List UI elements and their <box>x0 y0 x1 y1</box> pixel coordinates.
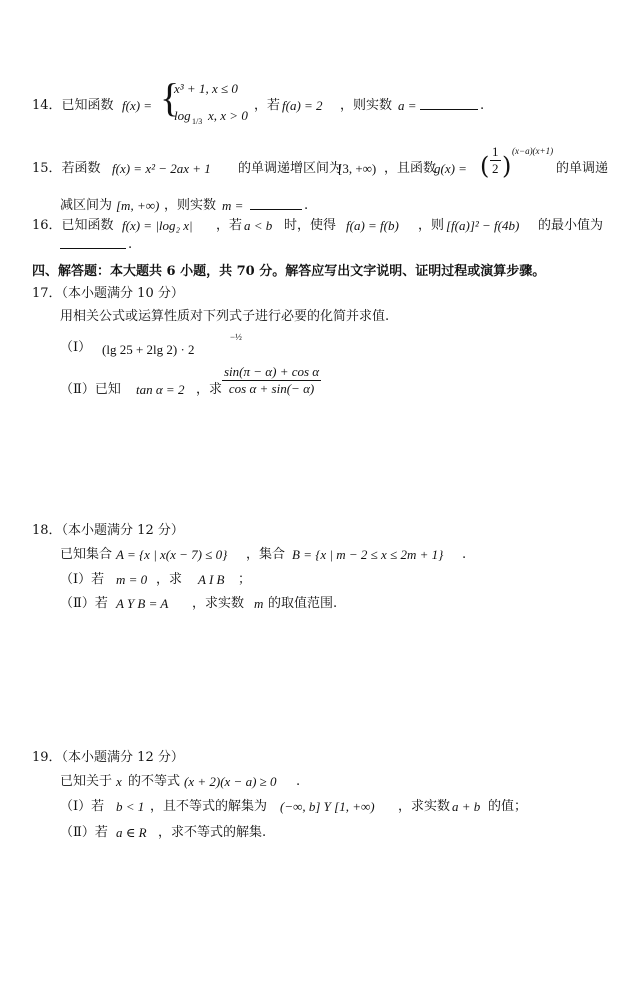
q16-end: . <box>128 237 133 252</box>
q15-text-line2-a: 减区间为 <box>60 198 113 213</box>
q15-g-function: g(x) = <box>434 161 467 176</box>
q15-end: . <box>304 198 309 213</box>
q19-line2-a: （Ⅰ）若 <box>60 799 105 814</box>
q17-part2-numerator: sin(π − α) + cos α <box>224 364 320 379</box>
q14-case-1: x³ + 1, x ≤ 0 <box>174 81 238 96</box>
q17-part1-exponent: −½ <box>230 332 242 342</box>
q14-case-2-log: log <box>174 108 191 123</box>
q14-case-2-rest: x, x > 0 <box>208 108 248 123</box>
q15-text-line2-b: ，则实数 <box>164 198 217 213</box>
q14-end: . <box>480 98 485 113</box>
q19-line1-c: . <box>296 774 301 789</box>
q15-half <box>490 144 501 177</box>
q17-header: 17．（本小题满分 10 分） <box>32 286 184 301</box>
q16-answer-blank <box>60 236 126 255</box>
q19-header: 19．（本小题满分 12 分） <box>32 750 184 765</box>
q14-function: f(x) = <box>122 98 153 113</box>
q15-variable: m = <box>222 198 244 213</box>
q18-line3-condition: A Y B = A <box>116 596 169 611</box>
q14-answer-blank <box>420 97 478 116</box>
q19-line2-b: ，且不等式的解集为 <box>150 799 268 814</box>
q19-line1-b: 的不等式 <box>128 774 181 789</box>
q15-text-b: 的单调递增区间为 <box>238 161 343 176</box>
q16-number-text: 16．已知函数 <box>32 218 114 233</box>
q14-mid-text: ，若 <box>254 98 281 113</box>
q17-intro: 用相关公式或运算性质对下列式子进行必要的化简并求值. <box>60 309 390 324</box>
q15-open-paren: ( <box>480 152 490 180</box>
q17-part2-label: （Ⅱ）已知 <box>60 382 121 397</box>
q17-part2-mid: ，求 <box>196 382 223 397</box>
q15-number-text: 15．若函数 <box>32 161 101 176</box>
q19-line2-set: (−∞, b] Y [1, +∞) <box>280 799 375 814</box>
q16-condition: a < b <box>244 218 273 233</box>
q19-line3-condition: a ∈ R <box>116 825 147 840</box>
q19-line2-expression: a + b <box>452 799 481 814</box>
q17-part2-condition: tan α = 2 <box>136 382 185 397</box>
q17-part1-label: （Ⅰ） <box>60 340 92 355</box>
q18-line3-c: 的取值范围. <box>268 596 338 611</box>
q19-line2-condition: b < 1 <box>116 799 145 814</box>
q19-line3-b: ，求不等式的解集. <box>158 825 267 840</box>
q15-half-den: 2 <box>492 161 499 176</box>
q18-line3-b: ，求实数 <box>192 596 245 611</box>
section-4-title: 四、解答题：本大题共 6 小题，共 70 分。解答应写出文字说明、证明过程或演算步骤。 <box>32 264 546 279</box>
q15-exponent: (x−a)(x+1) <box>512 146 554 156</box>
q18-line3-variable: m <box>254 596 264 611</box>
q18-line2-a: （Ⅰ）若 <box>60 572 105 587</box>
q14-variable: a = <box>398 98 417 113</box>
q16-equation: f(a) = f(b) <box>346 218 399 233</box>
q15-interval-2: [m, +∞) <box>116 198 160 213</box>
q15-half-num: 1 <box>492 144 499 159</box>
q16-text-e: 的最小值为 <box>538 218 604 233</box>
q15-function: f(x) = x² − 2ax + 1 <box>112 161 211 176</box>
q18-line2-condition: m = 0 <box>116 572 148 587</box>
q18-line1-c: . <box>462 547 467 562</box>
q16-text-d: ，则 <box>418 218 445 233</box>
q16-text-c: 时，使得 <box>284 218 337 233</box>
q19-line2-c: ，求实数 <box>398 799 451 814</box>
q16-expression: [f(a)]² − f(4b) <box>446 218 520 233</box>
q18-line3-a: （Ⅱ）若 <box>60 596 108 611</box>
q18-line1-a: 已知集合 <box>60 547 113 562</box>
q17-part2-denominator: cos α + sin(− α) <box>228 381 315 396</box>
q18-header: 18．（本小题满分 12 分） <box>32 523 184 538</box>
q15-text-d: 的单调递 <box>556 161 609 176</box>
q18-line2-expression: A I B <box>198 572 225 587</box>
q18-line1-b: ，集合 <box>246 547 286 562</box>
q18-set-b: B = {x | m − 2 ≤ x ≤ 2m + 1} <box>292 547 444 562</box>
q14-number: 14．已知函数 <box>32 98 114 113</box>
q14-case-2-base: 1/3 <box>192 117 203 126</box>
q15-text-c: ，且函数 <box>384 161 437 176</box>
q17-part1-expression: (lg 25 + 2lg 2) · 2 <box>102 342 195 357</box>
q19-line1-variable: x <box>116 774 122 789</box>
q17-part2-fraction <box>222 364 321 397</box>
q15-answer-blank <box>250 197 302 216</box>
q19-line1-expression: (x + 2)(x − a) ≥ 0 <box>184 774 277 789</box>
q19-line3-a: （Ⅱ）若 <box>60 825 108 840</box>
q16-text-b: ，若 <box>216 218 243 233</box>
q19-line1-a: 已知关于 <box>60 774 113 789</box>
q15-interval: [3, +∞) <box>338 161 377 176</box>
q14-tail-text: ，则实数 <box>340 98 393 113</box>
q18-line2-b: ，求 <box>156 572 183 587</box>
q14-brace: { <box>160 75 180 120</box>
q15-close-paren: ) <box>502 152 512 180</box>
q19-line2-d: 的值； <box>488 799 528 814</box>
q14-condition: f(a) = 2 <box>282 98 323 113</box>
q18-line2-c: ； <box>238 572 252 587</box>
q18-set-a: A = {x | x(x − 7) ≤ 0} <box>116 547 228 562</box>
q16-function: f(x) = |log₂ x| <box>122 218 193 233</box>
